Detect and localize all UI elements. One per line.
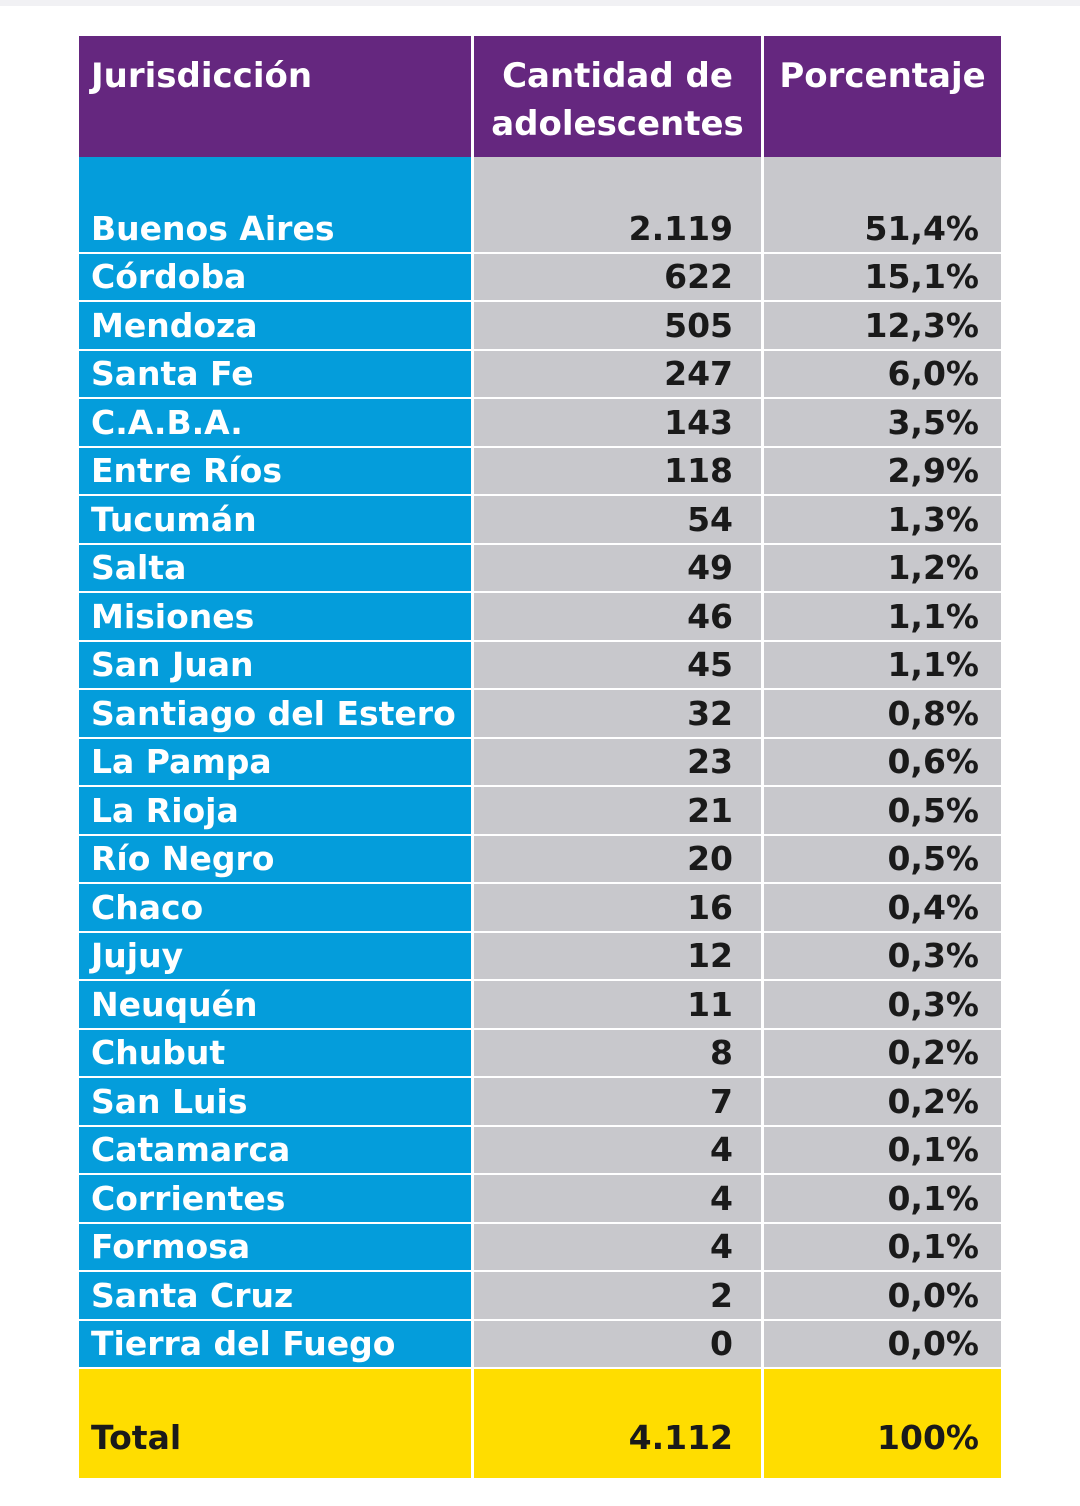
spacer-cell (471, 157, 761, 205)
header-cantidad: Cantidad de adolescentes (471, 36, 761, 157)
percentage-value: 0,6% (761, 739, 1001, 788)
jurisdiction-name: Mendoza (79, 302, 471, 351)
adolescent-count: 0 (471, 1321, 761, 1370)
header-jurisdiccion: Jurisdicción (79, 36, 471, 157)
adolescent-count: 622 (471, 254, 761, 303)
adolescent-count: 118 (471, 448, 761, 497)
percentage-value: 6,0% (761, 351, 1001, 400)
percentage-value: 15,1% (761, 254, 1001, 303)
adolescent-count: 4 (471, 1224, 761, 1273)
jurisdiction-name: Buenos Aires (79, 205, 471, 254)
adolescent-count: 4 (471, 1175, 761, 1224)
jurisdiction-name: Misiones (79, 593, 471, 642)
adolescent-count: 16 (471, 884, 761, 933)
jurisdiction-name: San Luis (79, 1078, 471, 1127)
adolescent-count: 21 (471, 787, 761, 836)
percentage-value: 0,1% (761, 1224, 1001, 1273)
percentage-value: 0,1% (761, 1127, 1001, 1176)
adolescent-count: 143 (471, 399, 761, 448)
adolescent-count: 32 (471, 690, 761, 739)
percentage-value: 0,2% (761, 1030, 1001, 1079)
jurisdiction-table (79, 36, 1001, 1468)
adolescent-count: 7 (471, 1078, 761, 1127)
percentage-value: 2,9% (761, 448, 1001, 497)
percentage-value: 1,1% (761, 593, 1001, 642)
jurisdiction-name: Catamarca (79, 1127, 471, 1176)
percentage-value: 1,2% (761, 545, 1001, 594)
spacer-cell (79, 157, 471, 205)
jurisdiction-name: Santa Cruz (79, 1272, 471, 1321)
percentage-value: 3,5% (761, 399, 1001, 448)
adolescent-count: 505 (471, 302, 761, 351)
adolescent-count: 11 (471, 981, 761, 1030)
jurisdiction-name: Santiago del Estero (79, 690, 471, 739)
adolescent-count: 46 (471, 593, 761, 642)
jurisdiction-name: Jujuy (79, 933, 471, 982)
adolescent-count: 4 (471, 1127, 761, 1176)
spacer-cell (761, 157, 1001, 205)
percentage-value: 12,3% (761, 302, 1001, 351)
percentage-value: 0,0% (761, 1321, 1001, 1370)
jurisdiction-name: Salta (79, 545, 471, 594)
jurisdiction-name: Córdoba (79, 254, 471, 303)
percentage-value: 0,5% (761, 836, 1001, 885)
jurisdiction-name: Chaco (79, 884, 471, 933)
percentage-value: 51,4% (761, 205, 1001, 254)
jurisdiction-name: Formosa (79, 1224, 471, 1273)
jurisdiction-name: La Pampa (79, 739, 471, 788)
percentage-value: 0,5% (761, 787, 1001, 836)
percentage-value: 0,0% (761, 1272, 1001, 1321)
jurisdiction-name: Entre Ríos (79, 448, 471, 497)
jurisdiction-name: Neuquén (79, 981, 471, 1030)
adolescent-count: 8 (471, 1030, 761, 1079)
adolescent-count: 247 (471, 351, 761, 400)
total-label: Total (79, 1369, 471, 1478)
adolescent-count: 45 (471, 642, 761, 691)
total-count: 4.112 (471, 1369, 761, 1478)
jurisdiction-name: Santa Fe (79, 351, 471, 400)
jurisdiction-name: Tierra del Fuego (79, 1321, 471, 1370)
total-percent: 100% (761, 1369, 1001, 1478)
jurisdiction-name: Río Negro (79, 836, 471, 885)
percentage-value: 1,1% (761, 642, 1001, 691)
top-band (0, 0, 1080, 6)
adolescent-count: 49 (471, 545, 761, 594)
adolescent-count: 2 (471, 1272, 761, 1321)
jurisdiction-name: Corrientes (79, 1175, 471, 1224)
header-porcentaje: Porcentaje (761, 36, 1001, 157)
percentage-value: 0,8% (761, 690, 1001, 739)
adolescent-count: 20 (471, 836, 761, 885)
percentage-value: 0,2% (761, 1078, 1001, 1127)
adolescent-count: 54 (471, 496, 761, 545)
percentage-value: 0,3% (761, 933, 1001, 982)
jurisdiction-name: C.A.B.A. (79, 399, 471, 448)
adolescent-count: 2.119 (471, 205, 761, 254)
jurisdiction-name: Tucumán (79, 496, 471, 545)
jurisdiction-name: La Rioja (79, 787, 471, 836)
jurisdiction-name: San Juan (79, 642, 471, 691)
jurisdiction-name: Chubut (79, 1030, 471, 1079)
percentage-value: 1,3% (761, 496, 1001, 545)
percentage-value: 0,4% (761, 884, 1001, 933)
adolescent-count: 23 (471, 739, 761, 788)
adolescent-count: 12 (471, 933, 761, 982)
percentage-value: 0,3% (761, 981, 1001, 1030)
percentage-value: 0,1% (761, 1175, 1001, 1224)
